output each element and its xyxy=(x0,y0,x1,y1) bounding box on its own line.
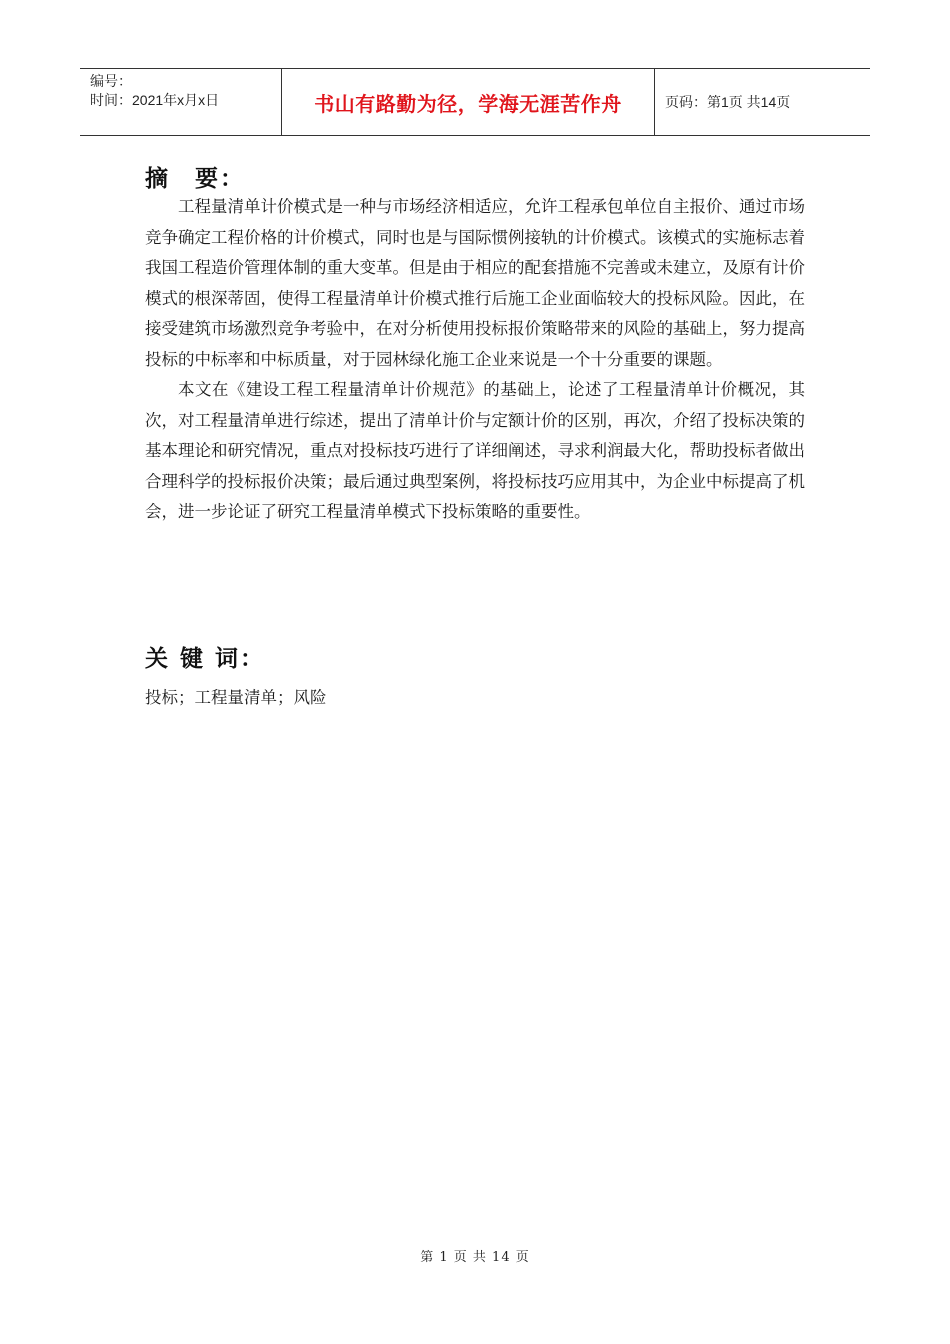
keywords-heading: 关 键 词： xyxy=(145,646,266,672)
abstract-paragraph-2: 本文在《建设工程工程量清单计价规范》的基础上，论述了工程量清单计价概况，其次，对工程量清单进行综述，提出了清单计价与定额计价的区别，再次，介绍了投标决策的基本理论和研究情况，重点对投标技巧进行了详细阐述，寻求利润最大化，帮助投标者做出合理科学的投标报价决策；最后通过典型案例，将投标技巧应用其中，为企业中标提高了机会，进一步论证了研究工程量清单模式下投标策略的重要性。 xyxy=(145,380,805,521)
date-label: 时间：2021年x月x日 xyxy=(90,92,220,108)
page-header xyxy=(80,68,870,136)
abstract-paragraph-1: 工程量清单计价模式是一种与市场经济相适应，允许工程承包单位自主报价、通过市场竞争确定工程价格的计价模式，同时也是与国际惯例接轨的计价模式。该模式的实施标志着我国工程造价管理体制的重大变革。但是由于相应的配套措施不完善或未建立，及原有计价模式的根深蒂固，使得工程量清单计价模式推行后施工企业面临较大的投标风险。因此，在接受建筑市场激烈竞争考验中，在对分析使用投标报价策略带来的风险的基础上，努力提高投标的中标率和中标质量，对于园林绿化施工企业来说是一个十分重要的课题。 xyxy=(145,197,805,369)
header-motto: 书山有路勤为径，学海无涯苦作舟 xyxy=(282,69,655,135)
page-footer: 第 1 页 共 14 页 xyxy=(420,1250,530,1265)
abstract-heading: 摘 要： xyxy=(145,166,245,192)
abstract-body xyxy=(145,192,805,528)
keywords-list: 投标；工程量清单；风险 xyxy=(145,688,327,707)
header-meta xyxy=(80,69,282,135)
header-page-number: 页码：第1页 共14页 xyxy=(665,94,791,110)
serial-label: 编号： xyxy=(90,73,132,89)
